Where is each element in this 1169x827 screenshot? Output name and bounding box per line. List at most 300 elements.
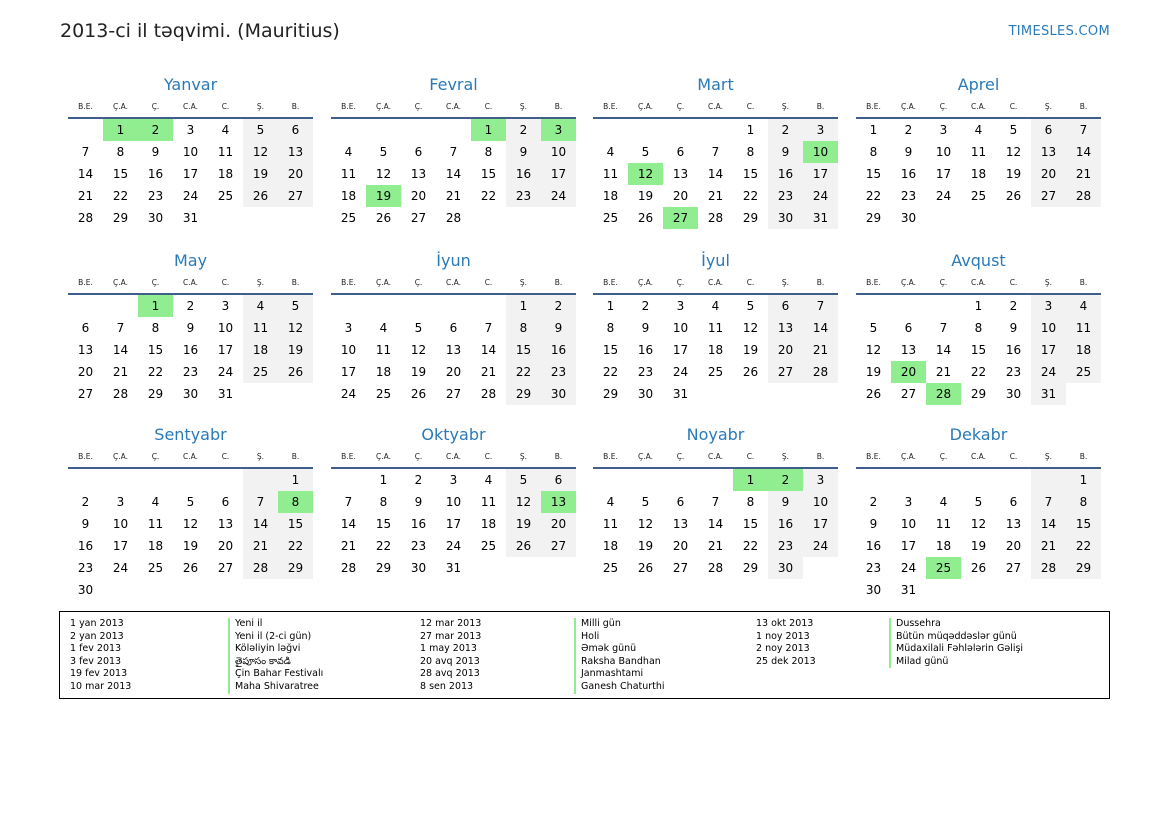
day-cell: 5 bbox=[186, 495, 195, 509]
holiday-names-column bbox=[889, 618, 1023, 668]
day-cell: 9 bbox=[506, 141, 541, 163]
holiday-dates-column bbox=[420, 618, 481, 694]
day-cell: 10 bbox=[182, 145, 199, 159]
day-cell: 19 bbox=[410, 365, 427, 379]
day-cell: 7 bbox=[939, 321, 948, 335]
day-cell: 6 bbox=[676, 145, 685, 159]
empty-cell bbox=[996, 469, 1031, 491]
day-cell: 31 bbox=[445, 561, 462, 575]
weekday-header: Ç. bbox=[401, 446, 436, 469]
day-cell: 21 bbox=[243, 535, 278, 557]
day-cell: 3 bbox=[676, 299, 685, 313]
day-cell: 5 bbox=[641, 145, 650, 159]
empty-cell bbox=[331, 119, 366, 141]
day-cell: 18 bbox=[480, 517, 497, 531]
day-cell: 22 bbox=[865, 189, 882, 203]
holiday-day-cell: 1 bbox=[103, 119, 138, 141]
weekday-header: Ş. bbox=[768, 446, 803, 469]
day-cell: 2 bbox=[641, 299, 650, 313]
weekday-header: B.E. bbox=[68, 96, 103, 119]
day-cell: 19 bbox=[742, 343, 759, 357]
weekday-header: C.A. bbox=[436, 96, 471, 119]
day-cell: 27 bbox=[410, 211, 427, 225]
empty-cell bbox=[173, 469, 208, 491]
day-cell: 19 bbox=[182, 539, 199, 553]
day-cell: 23 bbox=[506, 185, 541, 207]
day-cell: 2 bbox=[81, 495, 90, 509]
day-cell: 2 bbox=[414, 473, 423, 487]
day-cell: 9 bbox=[1009, 321, 1018, 335]
day-cell: 8 bbox=[746, 145, 755, 159]
day-cell: 16 bbox=[77, 539, 94, 553]
day-cell: 11 bbox=[340, 167, 357, 181]
weekday-header: C. bbox=[733, 272, 768, 295]
holiday-name: Ganesh Chaturthi bbox=[574, 681, 665, 694]
day-cell: 14 bbox=[445, 167, 462, 181]
day-cell: 29 bbox=[602, 387, 619, 401]
holiday-name: Yeni il bbox=[228, 618, 323, 631]
weekday-header: Ş. bbox=[506, 96, 541, 119]
holiday-day-cell: 12 bbox=[628, 163, 663, 185]
holiday-name: Maha Shivaratree bbox=[228, 681, 323, 694]
day-cell: 27 bbox=[278, 185, 313, 207]
empty-cell bbox=[436, 119, 471, 141]
day-cell: 24 bbox=[541, 185, 576, 207]
month-calendar bbox=[68, 74, 313, 229]
month-name: Mart bbox=[697, 75, 734, 94]
day-cell: 15 bbox=[506, 339, 541, 361]
day-cell: 8 bbox=[974, 321, 983, 335]
day-cell: 14 bbox=[1031, 513, 1066, 535]
empty-cell bbox=[891, 295, 926, 317]
weekday-header: Ç.A. bbox=[103, 446, 138, 469]
day-cell: 23 bbox=[1005, 365, 1022, 379]
holiday-date: 13 okt 2013 bbox=[756, 618, 814, 629]
weekday-header: Ş. bbox=[243, 272, 278, 295]
day-cell: 25 bbox=[243, 361, 278, 383]
holiday-name: Milli gün bbox=[574, 618, 665, 631]
day-cell: 14 bbox=[803, 317, 838, 339]
day-cell: 10 bbox=[1031, 317, 1066, 339]
day-cell: 16 bbox=[541, 339, 576, 361]
weekday-header: Ç. bbox=[663, 96, 698, 119]
holiday-date: 1 fev 2013 bbox=[70, 643, 122, 655]
day-cell: 22 bbox=[602, 365, 619, 379]
day-cell: 21 bbox=[77, 189, 94, 203]
day-cell: 15 bbox=[1066, 513, 1101, 535]
month-calendar bbox=[593, 424, 838, 579]
day-cell: 30 bbox=[77, 583, 94, 597]
day-cell: 16 bbox=[900, 167, 917, 181]
day-cell: 23 bbox=[768, 535, 803, 557]
day-cell: 27 bbox=[217, 561, 234, 575]
day-cell: 31 bbox=[1031, 383, 1066, 405]
day-cell: 23 bbox=[900, 189, 917, 203]
day-cell: 26 bbox=[410, 387, 427, 401]
day-cell: 19 bbox=[1005, 167, 1022, 181]
day-cell: 13 bbox=[217, 517, 234, 531]
day-cell: 19 bbox=[865, 365, 882, 379]
day-cell: 2 bbox=[186, 299, 195, 313]
day-cell: 24 bbox=[182, 189, 199, 203]
site-logo[interactable]: TIMESLES.COM bbox=[1008, 24, 1110, 39]
day-cell: 1 bbox=[1066, 469, 1101, 491]
day-cell: 15 bbox=[147, 343, 164, 357]
day-cell: 3 bbox=[803, 469, 838, 491]
holiday-names-column bbox=[574, 618, 665, 694]
holiday-day-cell: 2 bbox=[138, 119, 173, 141]
day-cell: 15 bbox=[865, 167, 882, 181]
day-cell: 27 bbox=[1031, 185, 1066, 207]
holiday-day-cell: 19 bbox=[366, 185, 401, 207]
day-cell: 29 bbox=[506, 383, 541, 405]
weekday-header: C.A. bbox=[698, 96, 733, 119]
day-cell: 30 bbox=[900, 211, 917, 225]
weekday-header: C.A. bbox=[436, 446, 471, 469]
day-cell: 26 bbox=[506, 535, 541, 557]
day-cell: 3 bbox=[904, 495, 913, 509]
day-cell: 8 bbox=[379, 495, 388, 509]
weekday-header: C. bbox=[208, 96, 243, 119]
weekday-header: C.A. bbox=[436, 272, 471, 295]
day-cell: 15 bbox=[112, 167, 129, 181]
empty-cell bbox=[891, 469, 926, 491]
day-cell: 5 bbox=[278, 295, 313, 317]
empty-cell bbox=[103, 469, 138, 491]
weekday-header: C.A. bbox=[961, 96, 996, 119]
day-cell: 22 bbox=[278, 535, 313, 557]
day-cell: 4 bbox=[606, 145, 615, 159]
holiday-dates-column bbox=[70, 618, 131, 694]
month-calendar bbox=[331, 250, 576, 405]
holiday-name: Yeni il (2-ci gün) bbox=[228, 631, 323, 644]
day-cell: 16 bbox=[182, 343, 199, 357]
empty-cell bbox=[401, 295, 436, 317]
weekday-header: C.A. bbox=[173, 446, 208, 469]
day-cell: 7 bbox=[1066, 119, 1101, 141]
day-cell: 26 bbox=[970, 561, 987, 575]
day-cell: 15 bbox=[480, 167, 497, 181]
weekday-header: Ş. bbox=[1031, 272, 1066, 295]
day-cell: 4 bbox=[974, 123, 983, 137]
day-cell: 14 bbox=[1066, 141, 1101, 163]
weekday-header: Ç. bbox=[926, 96, 961, 119]
day-cell: 2 bbox=[904, 123, 913, 137]
day-cell: 6 bbox=[541, 469, 576, 491]
day-cell: 27 bbox=[768, 361, 803, 383]
empty-cell bbox=[856, 295, 891, 317]
day-cell: 26 bbox=[637, 211, 654, 225]
day-cell: 22 bbox=[506, 361, 541, 383]
day-cell: 3 bbox=[344, 321, 353, 335]
day-cell: 28 bbox=[1031, 557, 1066, 579]
day-cell: 17 bbox=[112, 539, 129, 553]
day-cell: 26 bbox=[278, 361, 313, 383]
day-cell: 31 bbox=[182, 211, 199, 225]
day-cell: 13 bbox=[278, 141, 313, 163]
weekday-header: Ş. bbox=[768, 272, 803, 295]
day-cell: 14 bbox=[340, 517, 357, 531]
day-cell: 12 bbox=[182, 517, 199, 531]
weekday-header: Ş. bbox=[506, 446, 541, 469]
day-cell: 29 bbox=[865, 211, 882, 225]
day-cell: 7 bbox=[116, 321, 125, 335]
weekday-header: B. bbox=[541, 96, 576, 119]
holiday-name: Çin Bahar Festivalı bbox=[228, 668, 323, 681]
weekday-header: B. bbox=[803, 272, 838, 295]
day-cell: 27 bbox=[1005, 561, 1022, 575]
month-name: Dekabr bbox=[949, 425, 1008, 444]
day-cell: 30 bbox=[768, 557, 803, 579]
day-cell: 6 bbox=[449, 321, 458, 335]
day-cell: 9 bbox=[768, 141, 803, 163]
day-cell: 4 bbox=[344, 145, 353, 159]
month-calendar bbox=[68, 250, 313, 405]
weekday-header: B. bbox=[278, 446, 313, 469]
weekday-header: C. bbox=[733, 96, 768, 119]
day-cell: 7 bbox=[484, 321, 493, 335]
day-cell: 28 bbox=[112, 387, 129, 401]
empty-cell bbox=[663, 469, 698, 491]
day-cell: 11 bbox=[217, 145, 234, 159]
day-cell: 12 bbox=[637, 517, 654, 531]
month-name: Avqust bbox=[951, 251, 1006, 270]
day-cell: 7 bbox=[81, 145, 90, 159]
day-cell: 29 bbox=[112, 211, 129, 225]
day-cell: 21 bbox=[340, 539, 357, 553]
weekday-header: Ş. bbox=[506, 272, 541, 295]
weekday-header: Ş. bbox=[1031, 446, 1066, 469]
weekday-header: Ş. bbox=[768, 96, 803, 119]
day-cell: 16 bbox=[768, 163, 803, 185]
day-cell: 6 bbox=[278, 119, 313, 141]
day-cell: 7 bbox=[344, 495, 353, 509]
day-cell: 20 bbox=[672, 539, 689, 553]
empty-cell bbox=[436, 295, 471, 317]
day-cell: 14 bbox=[243, 513, 278, 535]
day-cell: 2 bbox=[506, 119, 541, 141]
day-cell: 6 bbox=[904, 321, 913, 335]
day-cell: 28 bbox=[445, 211, 462, 225]
day-cell: 10 bbox=[445, 495, 462, 509]
day-cell: 28 bbox=[340, 561, 357, 575]
day-cell: 12 bbox=[410, 343, 427, 357]
day-cell: 4 bbox=[243, 295, 278, 317]
holiday-name: Dussehra bbox=[889, 618, 1023, 631]
day-cell: 8 bbox=[116, 145, 125, 159]
holiday-names-column bbox=[228, 618, 323, 694]
weekday-header: Ç. bbox=[926, 272, 961, 295]
day-cell: 5 bbox=[641, 495, 650, 509]
day-cell: 5 bbox=[746, 299, 755, 313]
day-cell: 7 bbox=[803, 295, 838, 317]
day-cell: 31 bbox=[900, 583, 917, 597]
weekday-header: Ş. bbox=[243, 96, 278, 119]
day-cell: 26 bbox=[637, 561, 654, 575]
day-cell: 25 bbox=[707, 365, 724, 379]
day-cell: 18 bbox=[970, 167, 987, 181]
day-cell: 25 bbox=[217, 189, 234, 203]
day-cell: 25 bbox=[340, 211, 357, 225]
day-cell: 25 bbox=[375, 387, 392, 401]
day-cell: 19 bbox=[637, 189, 654, 203]
empty-cell bbox=[663, 119, 698, 141]
day-cell: 28 bbox=[77, 211, 94, 225]
holiday-name: Müdaxilali Fəhlələrin Gəlişi bbox=[889, 643, 1023, 656]
day-cell: 14 bbox=[935, 343, 952, 357]
weekday-header: Ç. bbox=[138, 96, 173, 119]
day-cell: 5 bbox=[414, 321, 423, 335]
day-cell: 30 bbox=[410, 561, 427, 575]
holiday-day-cell: 2 bbox=[768, 469, 803, 491]
day-cell: 16 bbox=[768, 513, 803, 535]
day-cell: 12 bbox=[970, 517, 987, 531]
day-cell: 23 bbox=[147, 189, 164, 203]
day-cell: 3 bbox=[939, 123, 948, 137]
day-cell: 28 bbox=[803, 361, 838, 383]
day-cell: 8 bbox=[484, 145, 493, 159]
day-cell: 8 bbox=[506, 317, 541, 339]
day-cell: 17 bbox=[445, 517, 462, 531]
day-cell: 10 bbox=[935, 145, 952, 159]
day-cell: 22 bbox=[1066, 535, 1101, 557]
weekday-header: C. bbox=[996, 272, 1031, 295]
day-cell: 15 bbox=[602, 343, 619, 357]
day-cell: 22 bbox=[970, 365, 987, 379]
day-cell: 2 bbox=[541, 295, 576, 317]
empty-cell bbox=[366, 119, 401, 141]
day-cell: 24 bbox=[340, 387, 357, 401]
empty-cell bbox=[331, 295, 366, 317]
weekday-header: C.A. bbox=[698, 446, 733, 469]
day-cell: 7 bbox=[449, 145, 458, 159]
day-cell: 24 bbox=[112, 561, 129, 575]
weekday-header: Ç.A. bbox=[628, 272, 663, 295]
weekday-header: Ç.A. bbox=[891, 446, 926, 469]
day-cell: 7 bbox=[1031, 491, 1066, 513]
weekday-header: Ç.A. bbox=[628, 96, 663, 119]
day-cell: 1 bbox=[278, 469, 313, 491]
empty-cell bbox=[68, 119, 103, 141]
day-cell: 29 bbox=[278, 557, 313, 579]
weekday-header: C. bbox=[208, 446, 243, 469]
day-cell: 11 bbox=[707, 321, 724, 335]
day-cell: 16 bbox=[1005, 343, 1022, 357]
day-cell: 15 bbox=[375, 517, 392, 531]
day-cell: 28 bbox=[1066, 185, 1101, 207]
day-cell: 9 bbox=[768, 491, 803, 513]
day-cell: 18 bbox=[1066, 339, 1101, 361]
day-cell: 19 bbox=[506, 513, 541, 535]
day-cell: 22 bbox=[480, 189, 497, 203]
day-cell: 12 bbox=[865, 343, 882, 357]
weekday-header: C. bbox=[471, 272, 506, 295]
day-cell: 23 bbox=[410, 539, 427, 553]
day-cell: 30 bbox=[541, 383, 576, 405]
day-cell: 1 bbox=[606, 299, 615, 313]
holiday-date: 12 mar 2013 bbox=[420, 618, 482, 629]
empty-cell bbox=[331, 469, 366, 491]
day-cell: 20 bbox=[77, 365, 94, 379]
day-cell: 14 bbox=[112, 343, 129, 357]
day-cell: 20 bbox=[1005, 539, 1022, 553]
weekday-header: C. bbox=[471, 96, 506, 119]
day-cell: 22 bbox=[112, 189, 129, 203]
weekday-header: Ç. bbox=[663, 446, 698, 469]
day-cell: 20 bbox=[278, 163, 313, 185]
day-cell: 30 bbox=[147, 211, 164, 225]
empty-cell bbox=[961, 469, 996, 491]
empty-cell bbox=[103, 295, 138, 317]
empty-cell bbox=[926, 469, 961, 491]
day-cell: 24 bbox=[1031, 361, 1066, 383]
day-cell: 4 bbox=[939, 495, 948, 509]
day-cell: 5 bbox=[974, 495, 983, 509]
day-cell: 27 bbox=[672, 561, 689, 575]
day-cell: 12 bbox=[1005, 145, 1022, 159]
day-cell: 23 bbox=[865, 561, 882, 575]
holiday-date: 10 mar 2013 bbox=[70, 680, 132, 692]
day-cell: 29 bbox=[1066, 557, 1101, 579]
day-cell: 1 bbox=[379, 473, 388, 487]
empty-cell bbox=[698, 469, 733, 491]
holiday-day-cell: 13 bbox=[541, 491, 576, 513]
day-cell: 16 bbox=[147, 167, 164, 181]
day-cell: 17 bbox=[935, 167, 952, 181]
empty-cell bbox=[138, 469, 173, 491]
day-cell: 31 bbox=[217, 387, 234, 401]
day-cell: 28 bbox=[707, 561, 724, 575]
weekday-header: B. bbox=[278, 96, 313, 119]
day-cell: 22 bbox=[147, 365, 164, 379]
weekday-header: B. bbox=[541, 446, 576, 469]
day-cell: 4 bbox=[151, 495, 160, 509]
day-cell: 11 bbox=[970, 145, 987, 159]
day-cell: 29 bbox=[742, 561, 759, 575]
day-cell: 28 bbox=[243, 557, 278, 579]
day-cell: 18 bbox=[935, 539, 952, 553]
day-cell: 2 bbox=[768, 119, 803, 141]
day-cell: 2 bbox=[869, 495, 878, 509]
month-name: İyul bbox=[701, 251, 730, 270]
weekday-header: C.A. bbox=[961, 272, 996, 295]
holiday-day-cell: 3 bbox=[541, 119, 576, 141]
day-cell: 17 bbox=[803, 513, 838, 535]
day-cell: 25 bbox=[970, 189, 987, 203]
day-cell: 1 bbox=[506, 295, 541, 317]
day-cell: 2 bbox=[1009, 299, 1018, 313]
holiday-date: 1 yan 2013 bbox=[70, 618, 124, 629]
weekday-header: B.E. bbox=[331, 96, 366, 119]
day-cell: 14 bbox=[77, 167, 94, 181]
day-cell: 7 bbox=[711, 145, 720, 159]
day-cell: 24 bbox=[672, 365, 689, 379]
empty-cell bbox=[401, 119, 436, 141]
day-cell: 16 bbox=[637, 343, 654, 357]
empty-cell bbox=[471, 295, 506, 317]
day-cell: 18 bbox=[147, 539, 164, 553]
day-cell: 17 bbox=[340, 365, 357, 379]
day-cell: 24 bbox=[803, 185, 838, 207]
month-calendar bbox=[68, 424, 313, 601]
empty-cell bbox=[1031, 469, 1066, 491]
month-calendar bbox=[593, 250, 838, 405]
day-cell: 11 bbox=[480, 495, 497, 509]
month-name: İyun bbox=[436, 251, 471, 270]
day-cell: 11 bbox=[375, 343, 392, 357]
day-cell: 26 bbox=[742, 365, 759, 379]
holiday-name: Janmashtami bbox=[574, 668, 665, 681]
